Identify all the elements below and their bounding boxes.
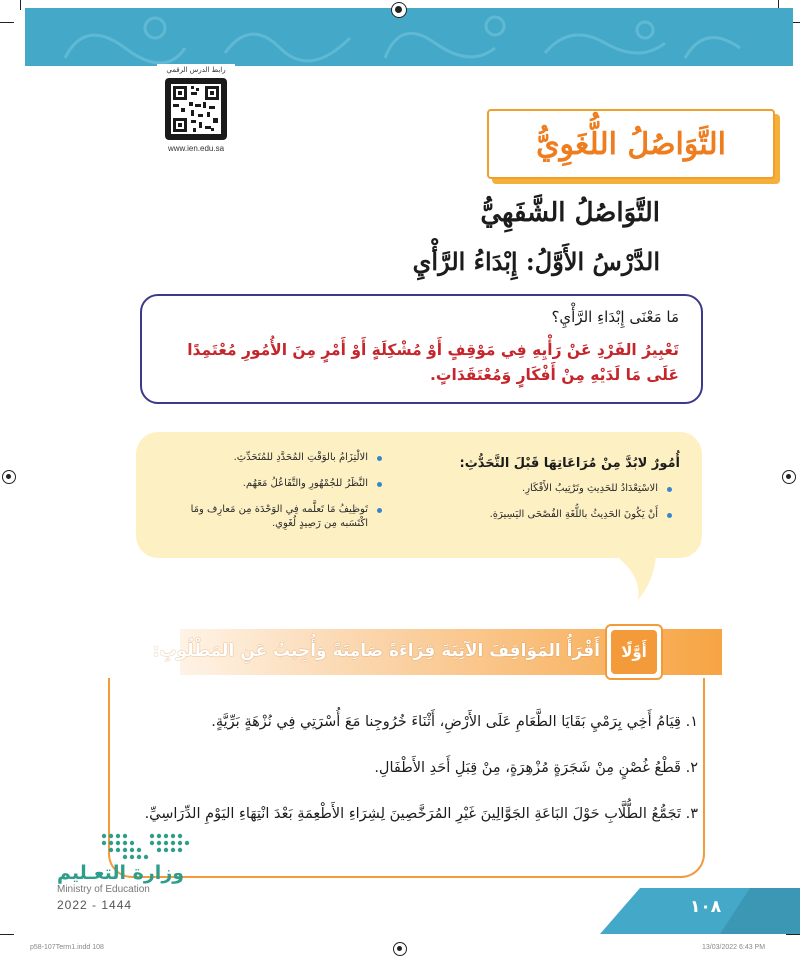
header-band [25,8,793,66]
list-item: الالْتِزَامُ بالوَقْتِ المُحَدَّدِ للمُتَحَدِّثِ. [167,451,382,465]
registration-mark-icon [2,470,16,484]
tips-list-right [432,482,672,534]
qr-code-icon[interactable] [165,78,227,140]
list-item: تَوظِيفُ مَا تَعلَّمه فِي الوَحْدَة مِن مَعارِف ومَا اكْتَسَبه مِن رَصِيدٍ لُغَوِي. [167,503,382,531]
list-item: النَّظَرُ للجُمْهُورِ والتَّفَاعُلُ مَعَهُم. [167,477,382,491]
qr-code-block[interactable] [157,64,235,160]
definition-answer: تَعْبِيرُ الفَرْدِ عَنْ رَأْيِهِ فِي مَوْقِفٍ أَوْ مُشْكِلَةٍ أَوْ أَمْرٍ مِنَ الأُمُورِ مُعْتَمِدًا عَلَى مَا لَدَيْهِ مِنْ أَفْكَارٍ وَمُعْتَقَدَاتٍ. [187,341,679,384]
list-item: الاسْتِعْدَادُ للحَدِيثِ وتَرْتِيبُ الأَفْكَارِ. [432,482,672,496]
ministry-name-ar: وزارة التعـليم [57,862,185,884]
file-slug: p58-107Term1.indd 108 [30,944,104,951]
section-heading: التَّوَاصُلُ الشَّفَهِيُّ [480,198,660,228]
date-slug: 13/03/2022 6:43 PM [702,944,766,951]
scenarios-list [118,707,698,845]
tips-heading: أُمُورٌ لابُدَّ مِنْ مُرَاعَاتِهَا قَبْلَ التَّحَدُّثِ: [459,456,680,471]
lesson-title-box [487,109,775,179]
crop-mark [20,0,21,10]
crop-mark [786,934,800,935]
list-item: ١. قِيَامُ أَخِي بِرَمْيِ بَقَايَا الطَّعَامِ عَلَى الأَرْضِ، أَثْنَاءَ خُرُوجِنا مَعَ أُسْرَتِي فِي نُزْهَةٍ بَرِّيَّةٍ. [211,714,698,730]
registration-mark-icon [391,2,407,18]
header-pattern-icon [25,8,793,66]
exercise-title: أَقْرَأُ المَوَاقِفَ الآتِيَةَ قِرَاءَةً صَامِتَةً وَأُجِيبُ عَنِ المَطْلُوبِ: [152,641,600,661]
tips-list-left [167,451,382,543]
exercise-badge-label: أَوَّلًا [611,630,657,674]
ministry-years: 2022 - 1444 [57,898,133,912]
crop-mark [0,934,14,935]
definition-box [140,294,703,404]
lesson-title: التَّوَاصُلُ اللُّغَوِيُّ [536,126,726,162]
page-number: ١٠٨ [690,897,722,917]
qr-url[interactable]: www.ien.edu.sa [167,144,225,153]
definition-question: مَا مَعْنَى إِبْدَاءِ الرَّأْيِ؟ [551,308,679,326]
crop-mark [0,22,14,23]
ministry-name-en: Ministry of Education [57,884,150,895]
list-item: ٢. قَطْعُ غُصْنٍ مِنْ شَجَرَةٍ مُزْهِرَةٍ، مِنْ قِبَلِ أَحَدِ الأَطْفَالِ. [374,760,698,776]
bubble-tail-icon [616,556,666,606]
list-item: أَنْ يَكُونَ الحَدِيثُ باللُّغَةِ الفُصْحَى اليَسِيرَةِ. [432,508,672,522]
qr-caption: رابط الدرس الرقمي [166,66,226,74]
list-item: ٣. تَجَمُّعُ الطُّلَّابِ حَوْلَ البَاعَةِ الجَوَّالِينَ غَيْرِ المُرَخَّصِينَ لِشِرَاءِ الأَطْعِمَةِ بَعْدَ انْتِهَاءِ اليَوْمِ الدِّرَاسِيِّ. [144,806,698,822]
ministry-logo-icon [100,830,192,860]
registration-mark-icon [782,470,796,484]
tips-bubble [136,432,702,558]
lesson-subtitle: الدَّرْسُ الأَوَّلُ: إِبْدَاءُ الرَّأْيِ [412,247,660,276]
exercise-badge [605,624,663,680]
registration-mark-icon [393,942,407,956]
